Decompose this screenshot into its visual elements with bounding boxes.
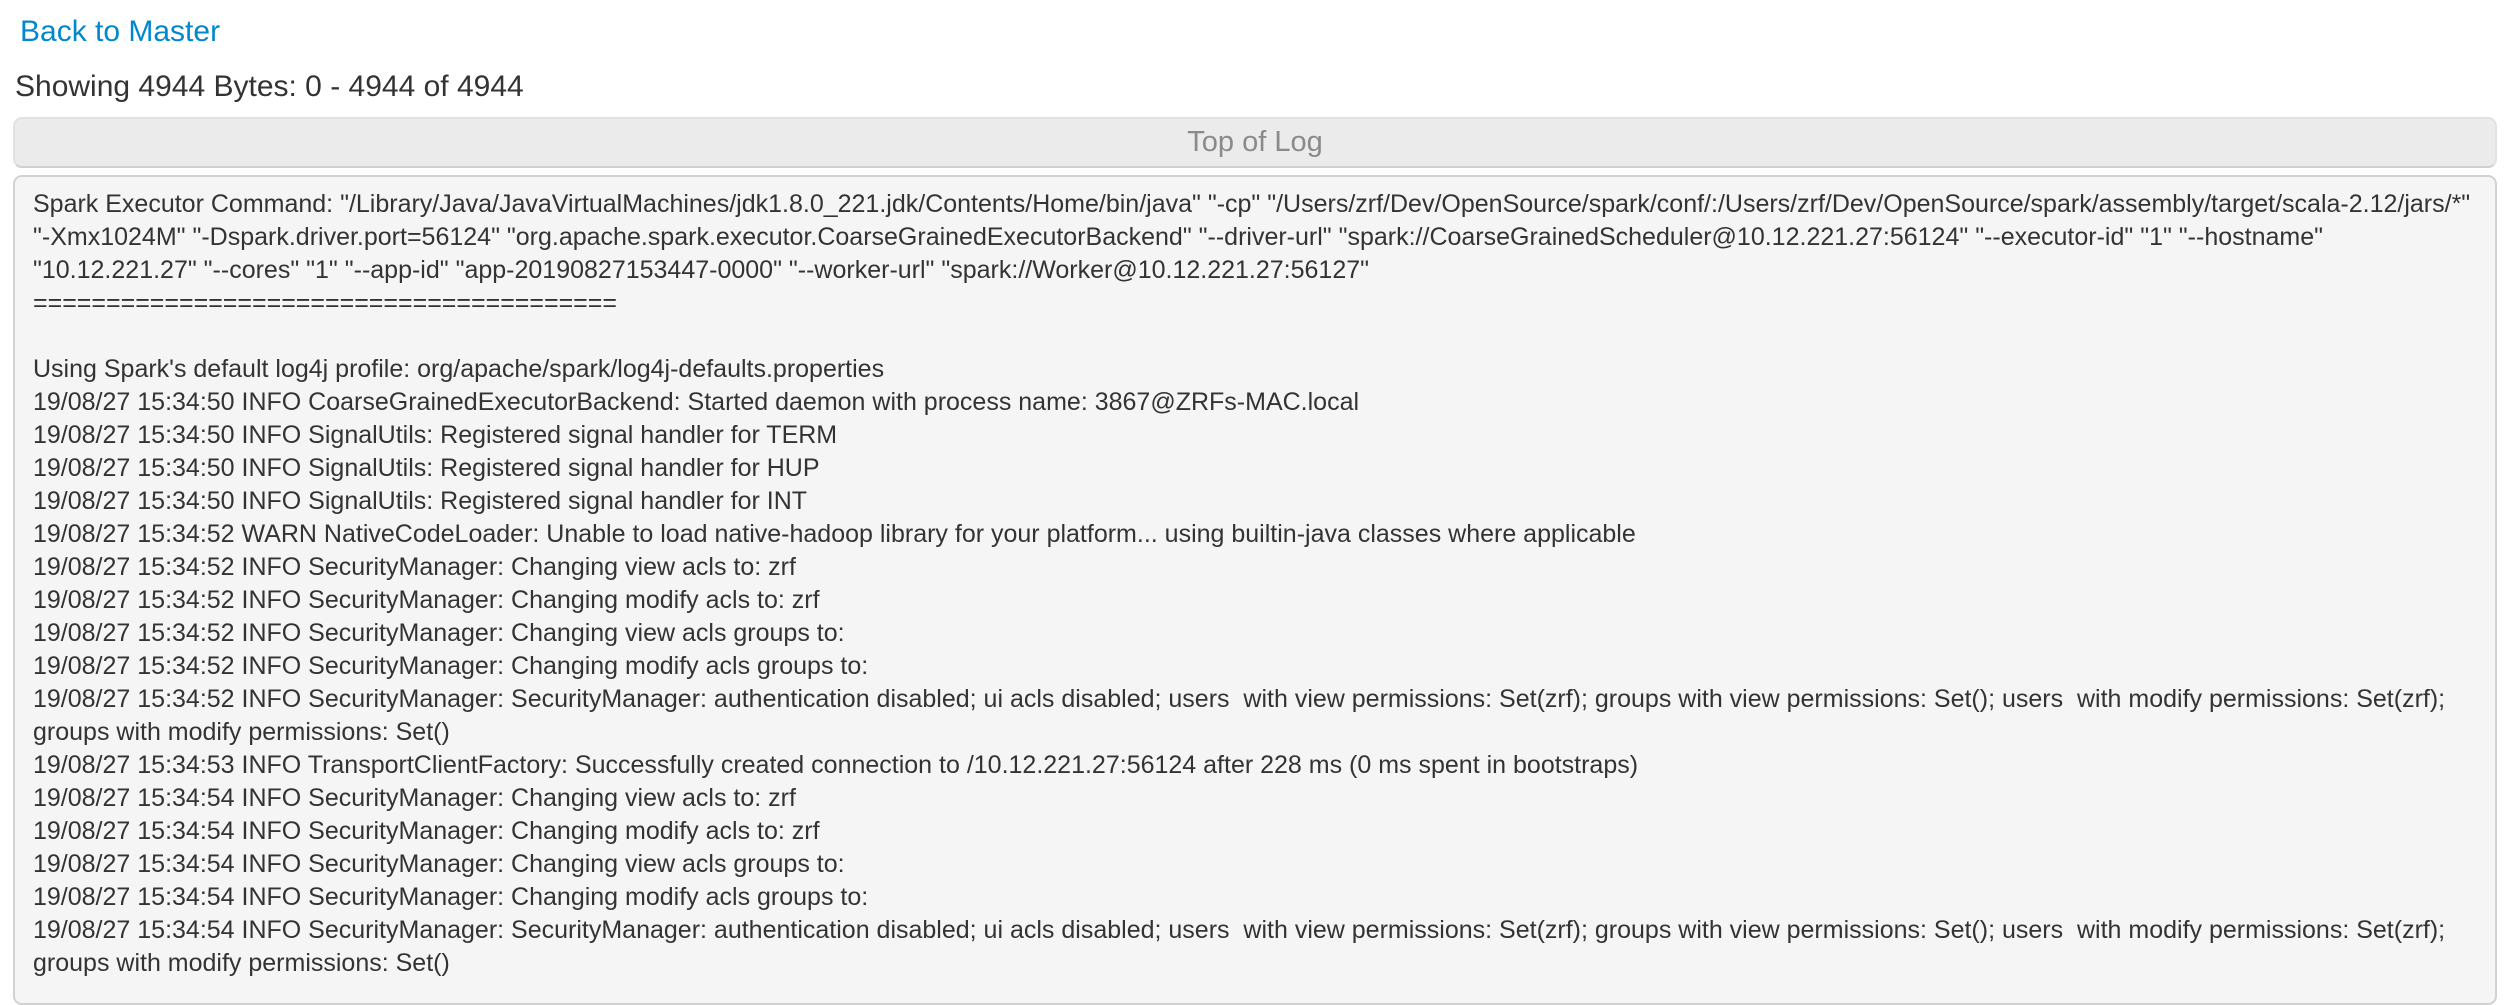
top-of-log-button[interactable]: Top of Log [13, 117, 2497, 168]
log-content: Spark Executor Command: "/Library/Java/JavaVirtualMachines/jdk1.8.0_221.jdk/Contents/Home/bin/java" "-cp" "/Users/zrf/Dev/OpenSource/spark/conf/:/Users/zrf/Dev/OpenSource/spark/assembly/target/scala-2.12/jars/*" "-Xmx1024M" "-Dspark.driver.port=56124" "org.apache.spark.executor.CoarseGrainedExecutorBackend" "--driver-url" "spark://CoarseGrainedScheduler@10.12.221.27:56124" "--executor-id" "1" "--hostname" "10.12.221.27" "--cores" "1" "--app-id" "app-20190827153447-0000" "--worker-url" "spark://Worker@10.12.221.27:56127" ======================================== Using Spark's default log4j profile: org/apache/spark/log4j-defaults.properties 19/08/27 15:34:50 INFO CoarseGrainedExecutorBackend: Started daemon with process name: 3867@ZRFs-MAC.local 19/08/27 15:34:50 INFO SignalUtils: Registered signal handler for TERM 19/08/27 15:34:50 INFO SignalUtils: Registered signal handler for HUP 19/08/27 15:34:50 INFO SignalUtils: Registered signal handler for INT 19/08/27 15:34:52 WARN NativeCodeLoader: Unable to load native-hadoop library for your platform... using builtin-java classes where applicable 19/08/27 15:34:52 INFO SecurityManager: Changing view acls to: zrf 19/08/27 15:34:52 INFO SecurityManager: Changing modify acls to: zrf 19/08/27 15:34:52 INFO SecurityManager: Changing view acls groups to: 19/08/27 15:34:52 INFO SecurityManager: Changing modify acls groups to: 19/08/27 15:34:52 INFO SecurityManager: SecurityManager: authentication disabled; ui acls disabled; users with view permissions: Set(zrf); groups with view permissions: Set(); users with modify permissions: Set(zrf); groups with modify permissions: Set() 19/08/27 15:34:53 INFO TransportClientFactory: Successfully created connection to /10.12.221.27:56124 after 228 ms (0 ms spent in bootstraps) 19/08/27 15:34:54 INFO SecurityManager: Changing view acls to: zrf 19/08/27 15:34:54 INFO SecurityManager: Changing modify acls to: zrf 19/08/27 15:34:54 INFO SecurityManager: Changing view acls groups to: 19/08/27 15:34:54 INFO SecurityManager: Changing modify acls groups to: 19/08/27 15:34:54 INFO SecurityManager: SecurityManager: authentication disabled; ui acls disabled; users with view permissions: Set(zrf); groups with view permissions: Set(); users with modify permissions: Set(zrf); groups with modify permissions: Set() [13, 175, 2497, 1005]
back-to-master-link[interactable]: Back to Master [20, 15, 221, 48]
byte-range-status: Showing 4944 Bytes: 0 - 4944 of 4944 [15, 70, 524, 103]
